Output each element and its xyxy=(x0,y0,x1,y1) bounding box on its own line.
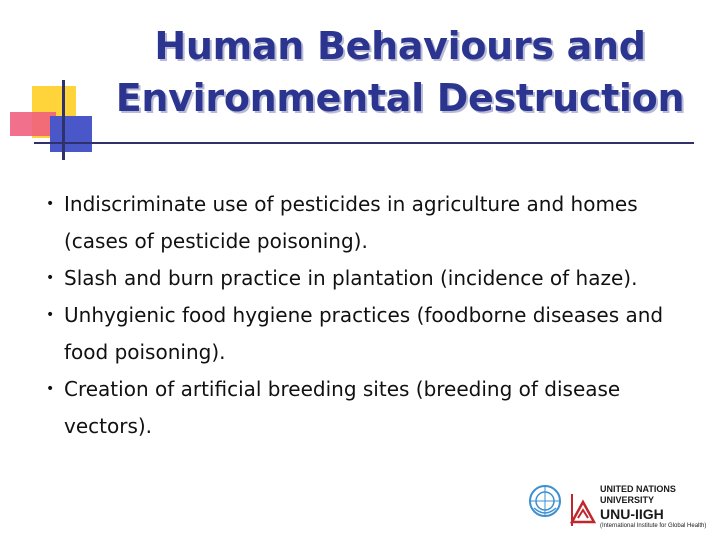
bullet-list xyxy=(46,186,706,445)
logo-line-unu-iigh: UNU-IIGH xyxy=(600,506,664,522)
slide-title xyxy=(80,20,720,124)
bullet-marker: • xyxy=(46,270,55,286)
bullet-item-1 xyxy=(46,186,706,260)
bullet-item-4 xyxy=(46,371,706,445)
unu-logo-icon xyxy=(568,492,598,528)
decor-vertical-rule xyxy=(62,80,65,160)
bullet-text-1: Indiscriminate use of pesticides in agriculture and homes (cases of pesticide poisoning). xyxy=(64,192,638,253)
bullet-text-2: Slash and burn practice in plantation (incidence of haze). xyxy=(64,266,638,290)
title-underline-rule xyxy=(34,142,694,144)
logo-line-university: UNIVERSITY xyxy=(600,495,655,505)
bullet-marker: • xyxy=(46,196,55,212)
bullet-text-4: Creation of artificial breeding sites (breeding of disease vectors). xyxy=(64,377,621,438)
logo-line-institute: (International Institute for Global Health) xyxy=(600,523,707,529)
bullet-item-2 xyxy=(46,260,706,297)
logo-institute-name: International Institute for Global Health xyxy=(602,523,705,529)
bullet-item-3 xyxy=(46,297,706,371)
slide-title-line-1: Human Behaviours and xyxy=(154,24,646,68)
bullet-text-3: Unhygienic food hygiene practices (foodborne diseases and food poisoning). xyxy=(64,303,664,364)
logo-text xyxy=(600,484,718,530)
bullet-marker: • xyxy=(46,307,55,323)
bullet-marker: • xyxy=(46,381,55,397)
slide-title-line-2: Environmental Destruction xyxy=(115,76,685,120)
logo-line-united-nations: UNITED NATIONS xyxy=(600,484,676,494)
unu-iigh-logo xyxy=(528,480,718,538)
un-emblem-icon xyxy=(528,484,562,518)
